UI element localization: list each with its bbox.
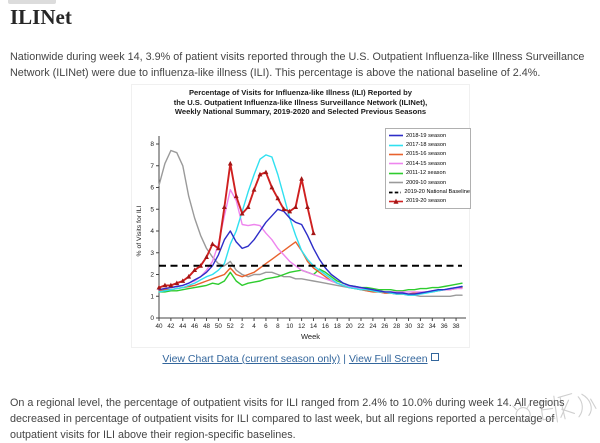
legend-item: 2018-19 season	[406, 132, 447, 139]
chart-links	[131, 353, 470, 365]
svg-text:30: 30	[405, 323, 413, 330]
svg-text:2: 2	[240, 323, 244, 330]
legend-item: 2011-12 season	[406, 170, 446, 177]
svg-text:28: 28	[393, 323, 401, 330]
svg-text:6: 6	[150, 184, 154, 192]
svg-text:Week: Week	[300, 332, 321, 341]
window-fragment	[8, 0, 56, 4]
ili-chart-card	[131, 84, 470, 348]
svg-text:5: 5	[150, 206, 154, 214]
svg-text:10: 10	[286, 323, 294, 330]
svg-text:7: 7	[150, 162, 154, 170]
svg-text:50: 50	[214, 323, 222, 330]
svg-text:36: 36	[440, 323, 448, 330]
svg-text:46: 46	[191, 323, 199, 330]
svg-text:38: 38	[452, 323, 460, 330]
page-title: ILINet	[10, 5, 72, 29]
legend-item: 2009-10 season	[406, 179, 447, 186]
legend-item: 2014-15 season	[406, 160, 447, 167]
watermark-scribble-icon	[509, 382, 600, 436]
chart-legend	[385, 128, 471, 209]
view-full-screen-link[interactable]: View Full Screen	[348, 353, 428, 365]
legend-item: 2015-16 season	[406, 151, 447, 158]
svg-text:14: 14	[309, 323, 317, 330]
chart-title	[132, 88, 469, 117]
legend-item: 2019-20 National Baseline	[404, 189, 470, 196]
external-link-icon	[431, 353, 439, 361]
svg-text:12: 12	[298, 323, 306, 330]
view-chart-data-link[interactable]: View Chart Data (current season only)	[162, 353, 341, 365]
svg-text:34: 34	[428, 323, 436, 330]
svg-text:18: 18	[333, 323, 341, 330]
svg-text:1: 1	[150, 293, 154, 301]
svg-text:22: 22	[357, 323, 365, 330]
svg-text:26: 26	[381, 323, 389, 330]
svg-text:3: 3	[150, 249, 154, 257]
svg-text:8: 8	[276, 323, 280, 330]
svg-text:44: 44	[179, 323, 187, 330]
svg-text:42: 42	[167, 323, 175, 330]
legend-item: 2017-18 season	[406, 142, 447, 149]
svg-text:2: 2	[150, 271, 154, 279]
svg-text:4: 4	[252, 323, 256, 330]
chart-title-line-3: Weekly National Summary, 2019-2020 and Selected Previous Seasons	[174, 107, 427, 117]
link-separator: |	[343, 353, 346, 365]
svg-text:16: 16	[321, 323, 329, 330]
svg-text:32: 32	[416, 323, 424, 330]
svg-text:0: 0	[150, 315, 154, 323]
intro-paragraph: Nationwide during week 14, 3.9% of patient visits reported through the U.S. Outpatient Influenza-like Illness Surveillance Network (ILINet) were due to influenza-like illness (ILI). This percentage is above the national baseline of 2.4%.	[10, 50, 585, 79]
chart-title-line-1: Percentage of Visits for Influenza-like Illness (ILI) Reported by	[188, 88, 413, 97]
svg-text:40: 40	[155, 323, 163, 330]
svg-text:52: 52	[226, 323, 234, 330]
svg-text:24: 24	[369, 323, 377, 330]
svg-text:% of Visits for ILI: % of Visits for ILI	[136, 205, 143, 257]
svg-text:6: 6	[264, 323, 268, 330]
legend-item: 2019-20 season	[389, 197, 470, 206]
chart-title-line-2: the U.S. Outpatient Influenza-like Illness Surveillance Network (ILINet),	[173, 97, 428, 107]
svg-text:8: 8	[150, 141, 154, 149]
svg-text:4: 4	[150, 228, 154, 236]
regional-paragraph: On a regional level, the percentage of outpatient visits for ILI ranged from 2.4% to 10.0% during week 14. All regions decreased in percentage of outpatient visits for ILI compared to last week, but all regions reported a percentage of outpatient visits for ILI above their region-specific baselines.	[10, 396, 565, 441]
svg-text:20: 20	[345, 323, 353, 330]
svg-text:48: 48	[203, 323, 211, 330]
